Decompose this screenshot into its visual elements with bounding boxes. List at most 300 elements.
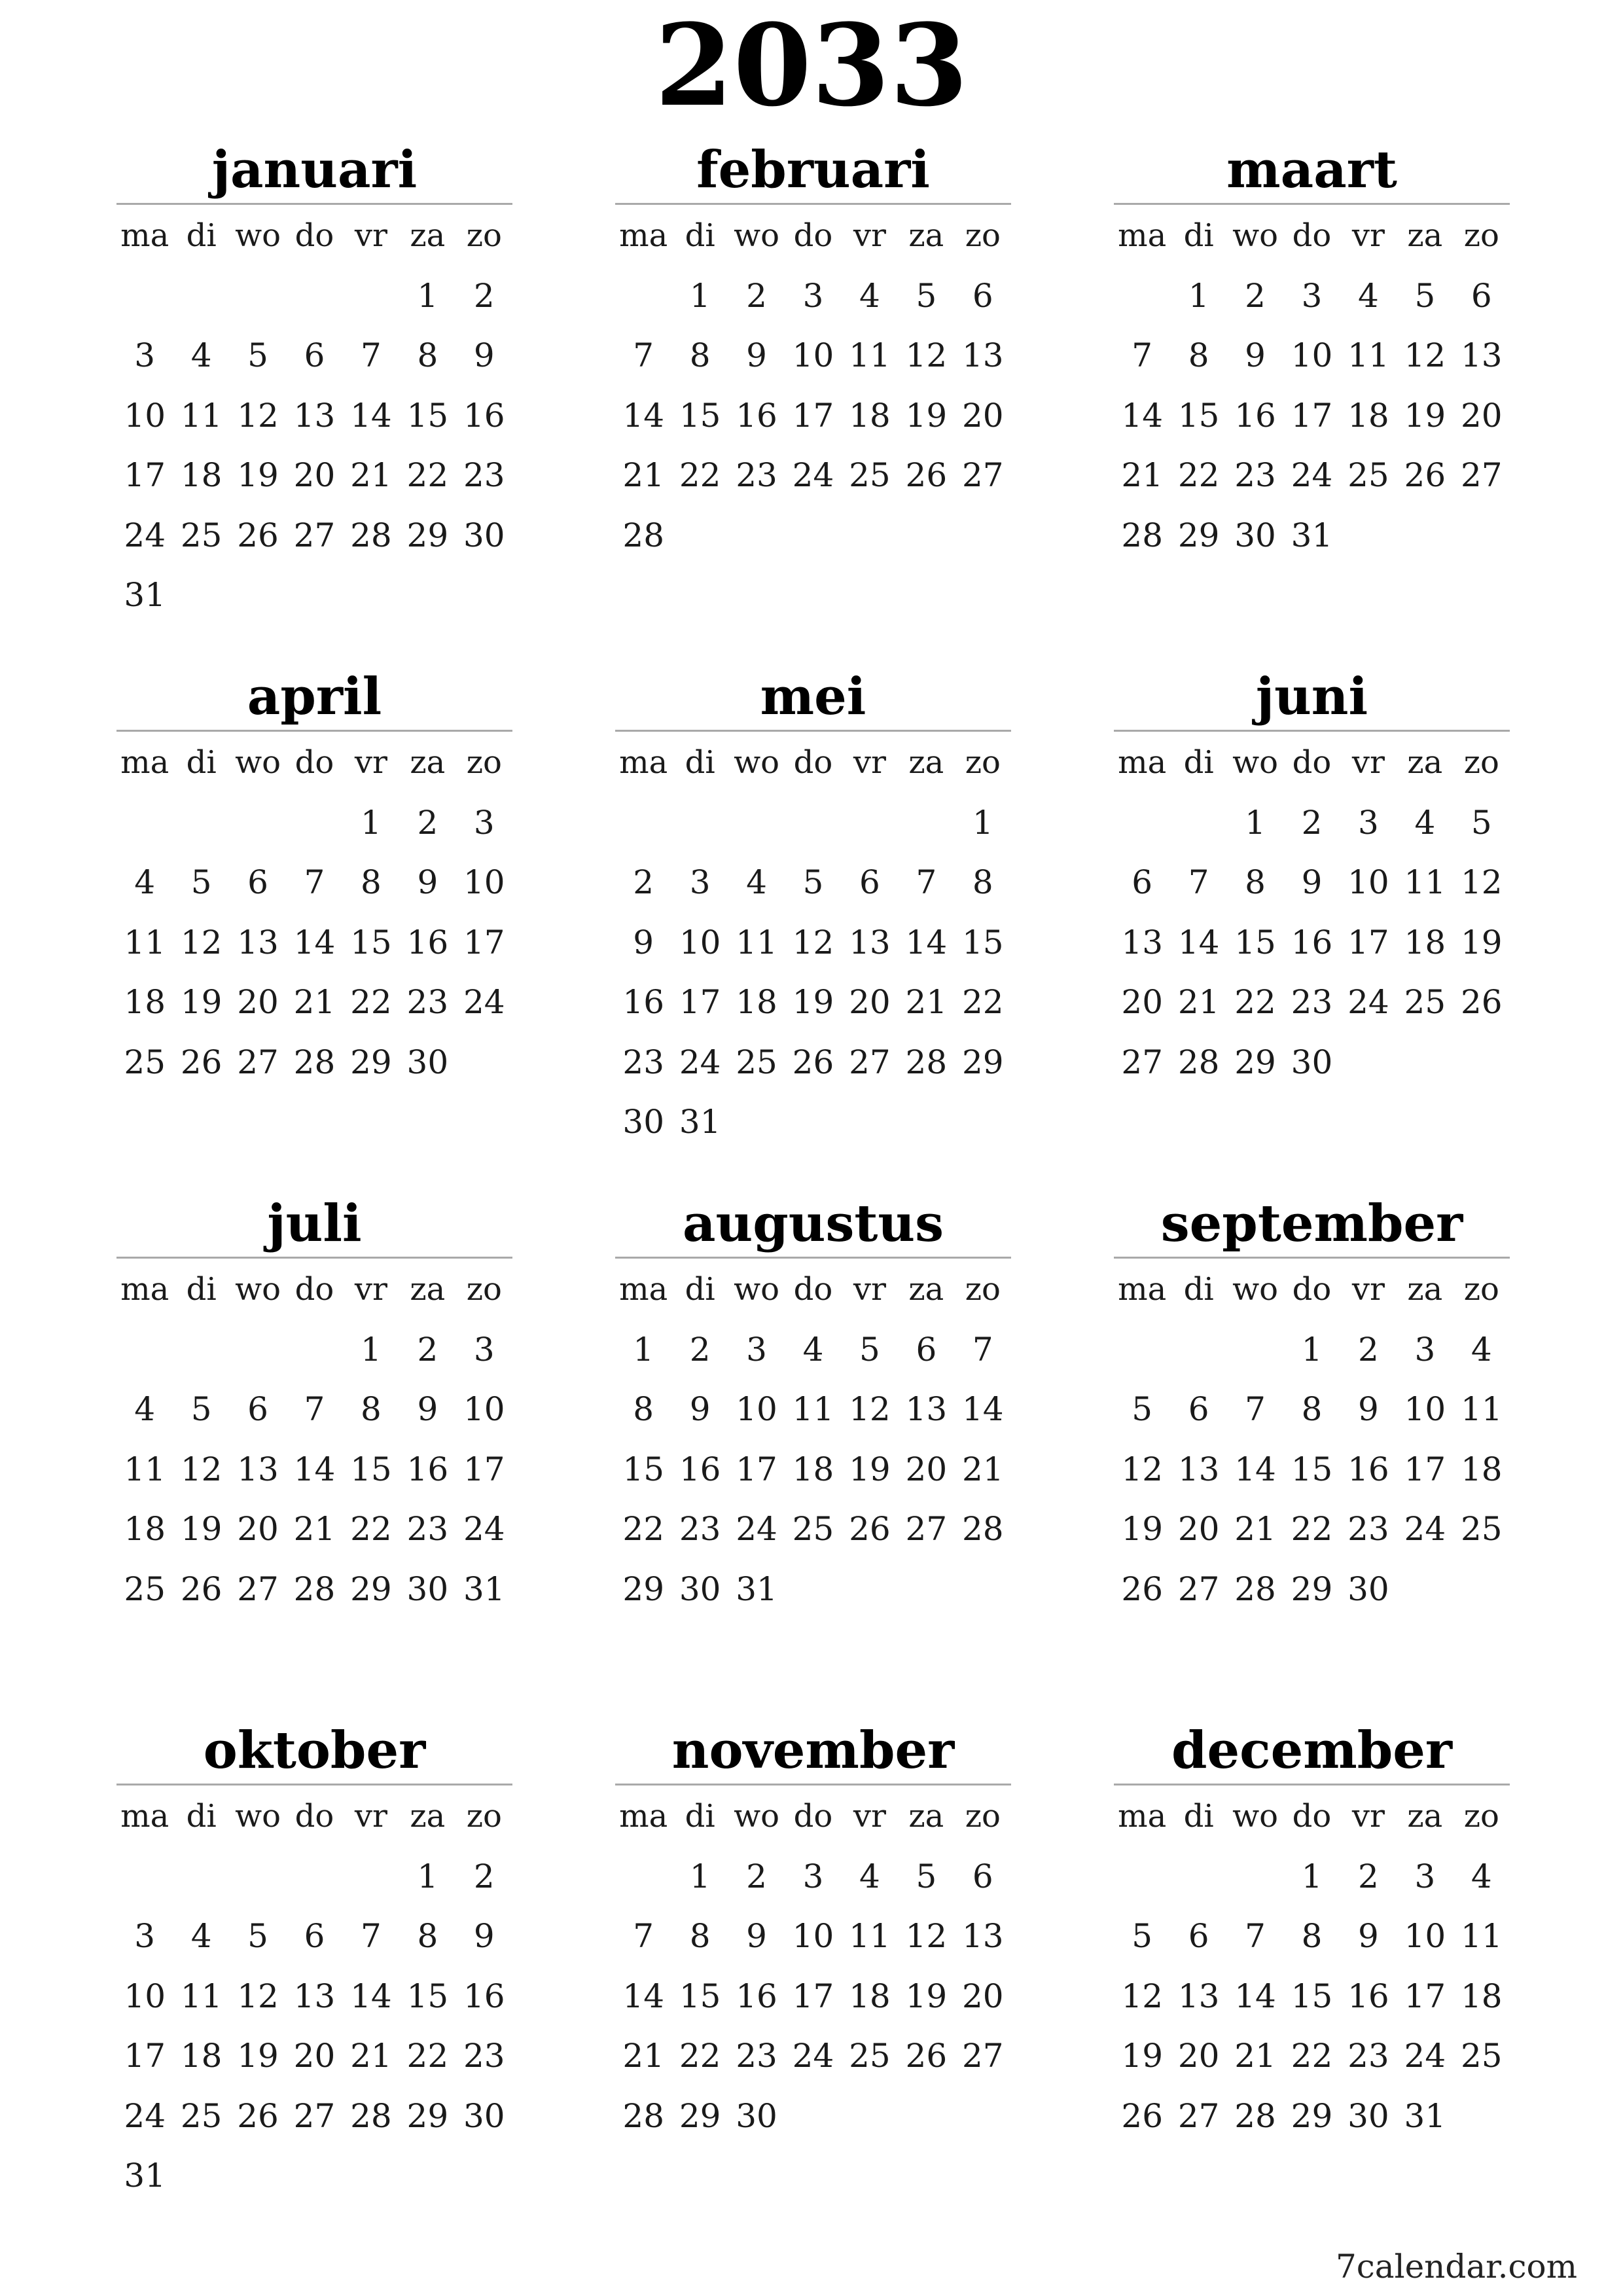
day-cell: 16: [1347, 1450, 1389, 1488]
weekday-label: di: [186, 217, 217, 254]
day-cell: 18: [1347, 396, 1389, 435]
day-cell: 13: [1460, 336, 1503, 374]
weekday-label: ma: [120, 744, 169, 781]
day-cell: 14: [293, 1450, 336, 1488]
day-cell: 10: [1404, 1917, 1446, 1955]
day-cell: 23: [463, 2037, 505, 2075]
day-cell: 11: [849, 1917, 891, 1955]
day-cell: 9: [417, 863, 438, 901]
day-cell: 30: [736, 2096, 777, 2135]
weekday-label: do: [793, 1798, 833, 1835]
day-cell: 5: [1132, 1390, 1153, 1428]
day-cell: 6: [304, 336, 325, 374]
day-cell: 1: [417, 276, 438, 315]
day-cell: 27: [849, 1043, 891, 1081]
day-cell: 25: [124, 1570, 166, 1608]
day-cell: 14: [350, 396, 392, 435]
weekday-label: wo: [734, 744, 780, 781]
day-cell: 3: [473, 1330, 495, 1369]
day-cell: 11: [180, 396, 223, 435]
month-oktober: [116, 1718, 512, 2195]
day-cell: 8: [689, 336, 711, 374]
weekday-label: zo: [466, 1271, 502, 1308]
day-cell: 6: [247, 1390, 268, 1428]
day-cell: 4: [1471, 1857, 1492, 1895]
day-cell: 11: [1460, 1917, 1503, 1955]
weekday-label: di: [685, 1798, 715, 1835]
day-cell: 23: [463, 456, 505, 494]
weekday-label: di: [1183, 1798, 1214, 1835]
day-cell: 3: [134, 1917, 156, 1955]
month-name: april: [247, 667, 382, 726]
day-cell: 22: [406, 2037, 449, 2075]
day-cell: 16: [1234, 396, 1276, 435]
day-cell: 22: [406, 456, 449, 494]
month-divider: [1114, 1257, 1510, 1259]
day-cell: 14: [293, 923, 336, 961]
day-cell: 4: [1414, 803, 1436, 842]
day-cell: 24: [1347, 983, 1389, 1021]
day-cell: 12: [1404, 336, 1446, 374]
weekday-label: wo: [734, 217, 780, 254]
day-cell: 28: [961, 1510, 1004, 1548]
day-cell: 27: [961, 2037, 1004, 2075]
weekday-label: vr: [853, 744, 886, 781]
day-cell: 10: [124, 1977, 166, 2015]
day-cell: 17: [1404, 1977, 1446, 2015]
day-cell: 28: [293, 1570, 336, 1608]
day-cell: 8: [1245, 863, 1266, 901]
day-cell: 29: [1177, 516, 1220, 554]
day-cell: 19: [1460, 923, 1503, 961]
weekday-label: di: [1183, 217, 1214, 254]
day-cell: 10: [463, 863, 505, 901]
day-cell: 15: [622, 1450, 665, 1488]
weekday-label: do: [1292, 1798, 1332, 1835]
day-cell: 14: [1121, 396, 1164, 435]
day-grid: [1114, 1260, 1510, 1619]
day-cell: 24: [463, 1510, 505, 1548]
day-cell: 2: [746, 276, 767, 315]
day-cell: 26: [905, 456, 948, 494]
month-name: maart: [1226, 140, 1397, 200]
day-cell: 15: [406, 396, 449, 435]
day-cell: 17: [1404, 1450, 1446, 1488]
day-cell: 14: [350, 1977, 392, 2015]
month-name: december: [1171, 1721, 1453, 1780]
day-cell: 4: [802, 1330, 824, 1369]
day-cell: 6: [972, 1857, 993, 1895]
day-cell: 29: [1291, 1570, 1333, 1608]
day-cell: 12: [905, 336, 948, 374]
day-cell: 4: [134, 1390, 156, 1428]
year-title: 2033: [654, 0, 969, 132]
day-cell: 29: [679, 2096, 721, 2135]
day-cell: 31: [679, 1103, 721, 1141]
day-cell: 1: [1301, 1857, 1323, 1895]
empty-cell: [785, 793, 841, 853]
day-cell: 5: [247, 1917, 268, 1955]
day-cell: 28: [1234, 2096, 1276, 2135]
day-cell: 1: [1188, 276, 1209, 315]
month-divider: [116, 1257, 512, 1259]
day-cell: 9: [1245, 336, 1266, 374]
day-cell: 30: [1234, 516, 1276, 554]
day-cell: 9: [689, 1390, 711, 1428]
day-cell: 3: [802, 1857, 824, 1895]
day-cell: 16: [463, 1977, 505, 2015]
day-cell: 13: [237, 923, 279, 961]
day-cell: 28: [350, 516, 392, 554]
day-cell: 11: [1347, 336, 1389, 374]
day-cell: 23: [679, 1510, 721, 1548]
day-cell: 24: [736, 1510, 777, 1548]
day-cell: 7: [304, 1390, 325, 1428]
day-cell: 27: [293, 2096, 336, 2135]
day-cell: 7: [1132, 336, 1153, 374]
empty-cell: [286, 266, 342, 327]
weekday-label: do: [793, 1271, 833, 1308]
day-cell: 16: [736, 396, 777, 435]
day-cell: 2: [417, 803, 438, 842]
day-cell: 17: [1291, 396, 1333, 435]
day-cell: 17: [792, 396, 834, 435]
day-cell: 29: [961, 1043, 1004, 1081]
day-cell: 26: [180, 1043, 223, 1081]
weekday-label: zo: [1463, 1798, 1499, 1835]
day-cell: 7: [633, 1917, 654, 1955]
day-cell: 4: [1471, 1330, 1492, 1369]
day-cell: 23: [1347, 2037, 1389, 2075]
day-cell: 9: [1301, 863, 1323, 901]
weekday-label: ma: [1118, 1271, 1167, 1308]
day-cell: 27: [293, 516, 336, 554]
empty-cell: [173, 1320, 229, 1380]
day-cell: 7: [1245, 1917, 1266, 1955]
day-cell: 19: [905, 396, 948, 435]
month-divider: [1114, 1784, 1510, 1785]
day-cell: 12: [180, 923, 223, 961]
day-cell: 25: [1404, 983, 1446, 1021]
day-cell: 12: [237, 396, 279, 435]
weekday-label: di: [1183, 744, 1214, 781]
day-cell: 12: [792, 923, 834, 961]
day-cell: 20: [1177, 1510, 1220, 1548]
day-cell: 11: [1404, 863, 1446, 901]
day-cell: 11: [849, 336, 891, 374]
day-cell: 8: [972, 863, 993, 901]
day-cell: 12: [1121, 1977, 1164, 2015]
month-name: mei: [760, 667, 866, 726]
day-grid: [116, 1787, 512, 2206]
day-cell: 23: [736, 2037, 777, 2075]
day-cell: 31: [124, 576, 166, 614]
day-cell: 10: [1291, 336, 1333, 374]
day-cell: 1: [633, 1330, 654, 1369]
day-cell: 31: [1291, 516, 1333, 554]
weekday-label: zo: [1463, 1271, 1499, 1308]
day-cell: 18: [180, 2037, 223, 2075]
day-cell: 26: [1404, 456, 1446, 494]
weekday-label: za: [1407, 1798, 1443, 1835]
day-cell: 28: [622, 516, 665, 554]
day-cell: 3: [1358, 803, 1379, 842]
day-cell: 26: [849, 1510, 891, 1548]
weekday-label: vr: [1351, 1271, 1385, 1308]
day-cell: 21: [1234, 1510, 1276, 1548]
weekday-label: vr: [354, 1271, 387, 1308]
day-cell: 19: [180, 1510, 223, 1548]
weekday-label: do: [1292, 1271, 1332, 1308]
weekday-label: za: [1407, 744, 1443, 781]
day-cell: 30: [463, 2096, 505, 2135]
day-cell: 14: [961, 1390, 1004, 1428]
weekday-label: zo: [965, 744, 1001, 781]
day-grid: [116, 1260, 512, 1619]
day-cell: 27: [237, 1043, 279, 1081]
empty-cell: [116, 1847, 173, 1907]
day-cell: 7: [916, 863, 937, 901]
month-name: februari: [696, 140, 930, 200]
day-cell: 18: [1460, 1450, 1503, 1488]
day-cell: 20: [237, 1510, 279, 1548]
day-cell: 13: [1177, 1977, 1220, 2015]
day-cell: 17: [463, 923, 505, 961]
day-cell: 2: [1245, 276, 1266, 315]
day-cell: 18: [849, 396, 891, 435]
weekday-label: di: [186, 1271, 217, 1308]
day-cell: 10: [792, 1917, 834, 1955]
day-cell: 31: [124, 2157, 166, 2195]
day-cell: 9: [746, 336, 767, 374]
day-cell: 22: [622, 1510, 665, 1548]
day-cell: 16: [1291, 923, 1333, 961]
day-cell: 29: [622, 1570, 665, 1608]
weekday-label: vr: [354, 744, 387, 781]
day-cell: 7: [633, 336, 654, 374]
empty-cell: [1227, 1847, 1283, 1907]
day-grid: [615, 733, 1011, 1153]
day-cell: 10: [463, 1390, 505, 1428]
day-cell: 13: [237, 1450, 279, 1488]
day-cell: 23: [406, 1510, 449, 1548]
weekday-label: ma: [120, 1798, 169, 1835]
day-cell: 20: [905, 1450, 948, 1488]
day-cell: 7: [304, 863, 325, 901]
day-cell: 29: [406, 516, 449, 554]
day-cell: 7: [1188, 863, 1209, 901]
day-cell: 9: [1358, 1917, 1379, 1955]
day-cell: 13: [293, 1977, 336, 2015]
day-grid: [615, 1260, 1011, 1619]
empty-cell: [615, 1847, 671, 1907]
weekday-label: wo: [235, 217, 281, 254]
day-cell: 17: [463, 1450, 505, 1488]
day-cell: 1: [1301, 1330, 1323, 1369]
day-cell: 9: [633, 923, 654, 961]
day-cell: 15: [961, 923, 1004, 961]
day-cell: 30: [463, 516, 505, 554]
day-grid: [1114, 1787, 1510, 2146]
day-cell: 7: [361, 1917, 382, 1955]
day-cell: 12: [180, 1450, 223, 1488]
day-grid: [615, 206, 1011, 565]
month-name: augustus: [682, 1194, 944, 1253]
day-cell: 1: [1245, 803, 1266, 842]
day-cell: 6: [1188, 1917, 1209, 1955]
day-cell: 19: [1121, 2037, 1164, 2075]
empty-cell: [671, 793, 728, 853]
weekday-label: wo: [235, 1271, 281, 1308]
day-cell: 3: [746, 1330, 767, 1369]
day-cell: 21: [961, 1450, 1004, 1488]
day-cell: 5: [1414, 276, 1436, 315]
day-cell: 24: [1404, 1510, 1446, 1548]
empty-cell: [116, 1320, 173, 1380]
day-cell: 25: [180, 516, 223, 554]
weekday-label: za: [410, 744, 446, 781]
day-cell: 22: [1234, 983, 1276, 1021]
day-cell: 3: [1414, 1857, 1436, 1895]
day-cell: 2: [633, 863, 654, 901]
weekday-label: do: [294, 1798, 334, 1835]
day-cell: 26: [792, 1043, 834, 1081]
day-cell: 20: [961, 1977, 1004, 2015]
day-cell: 30: [622, 1103, 665, 1141]
empty-cell: [286, 1847, 342, 1907]
weekday-label: zo: [1463, 744, 1499, 781]
weekday-label: wo: [235, 1798, 281, 1835]
day-cell: 4: [190, 336, 212, 374]
site-link[interactable]: 7calendar.com: [1335, 2248, 1577, 2286]
day-cell: 28: [1121, 516, 1164, 554]
day-cell: 3: [689, 863, 711, 901]
day-cell: 30: [406, 1570, 449, 1608]
weekday-label: di: [186, 1798, 217, 1835]
day-cell: 9: [746, 1917, 767, 1955]
day-cell: 21: [350, 2037, 392, 2075]
day-cell: 11: [124, 923, 166, 961]
day-cell: 27: [905, 1510, 948, 1548]
day-cell: 8: [417, 336, 438, 374]
empty-cell: [615, 266, 671, 327]
month-divider: [615, 1257, 1011, 1259]
month-divider: [615, 1784, 1011, 1785]
weekday-label: vr: [354, 1798, 387, 1835]
day-cell: 16: [1347, 1977, 1389, 2015]
day-cell: 5: [190, 1390, 212, 1428]
weekday-label: zo: [1463, 217, 1499, 254]
day-cell: 20: [237, 983, 279, 1021]
day-cell: 17: [1347, 923, 1389, 961]
weekday-label: wo: [1232, 1271, 1279, 1308]
month-januari: [116, 137, 512, 614]
day-cell: 20: [1460, 396, 1503, 435]
weekday-label: ma: [1118, 744, 1167, 781]
month-december: [1114, 1718, 1510, 2176]
empty-cell: [286, 793, 342, 853]
empty-cell: [230, 1320, 286, 1380]
day-cell: 13: [293, 396, 336, 435]
day-cell: 24: [463, 983, 505, 1021]
day-cell: 17: [736, 1450, 777, 1488]
day-grid: [1114, 733, 1510, 1092]
day-cell: 24: [124, 2096, 166, 2135]
day-cell: 25: [736, 1043, 777, 1081]
month-augustus: [615, 1191, 1011, 1649]
day-cell: 4: [1358, 276, 1379, 315]
day-cell: 12: [1121, 1450, 1164, 1488]
day-cell: 2: [473, 1857, 495, 1895]
day-cell: 21: [622, 456, 665, 494]
weekday-label: vr: [354, 217, 387, 254]
weekday-label: za: [410, 1798, 446, 1835]
day-cell: 27: [961, 456, 1004, 494]
empty-cell: [1227, 1320, 1283, 1380]
day-cell: 8: [633, 1390, 654, 1428]
day-cell: 30: [1291, 1043, 1333, 1081]
day-cell: 10: [124, 396, 166, 435]
day-cell: 24: [1404, 2037, 1446, 2075]
weekday-label: ma: [1118, 217, 1167, 254]
empty-cell: [230, 793, 286, 853]
weekday-label: za: [410, 217, 446, 254]
day-cell: 5: [802, 863, 824, 901]
day-cell: 16: [406, 923, 449, 961]
day-cell: 26: [905, 2037, 948, 2075]
weekday-label: ma: [619, 1798, 668, 1835]
day-cell: 28: [905, 1043, 948, 1081]
day-cell: 4: [190, 1917, 212, 1955]
day-cell: 17: [792, 1977, 834, 2015]
day-cell: 14: [622, 1977, 665, 2015]
day-cell: 22: [679, 456, 721, 494]
day-cell: 4: [859, 276, 880, 315]
day-cell: 3: [802, 276, 824, 315]
day-cell: 26: [1121, 2096, 1164, 2135]
month-divider: [615, 203, 1011, 205]
month-name: juni: [1255, 667, 1368, 726]
day-cell: 9: [473, 336, 495, 374]
weekday-label: wo: [1232, 217, 1279, 254]
day-cell: 25: [792, 1510, 834, 1548]
day-cell: 18: [792, 1450, 834, 1488]
day-cell: 3: [1414, 1330, 1436, 1369]
day-cell: 29: [406, 2096, 449, 2135]
day-cell: 28: [622, 2096, 665, 2135]
day-cell: 17: [679, 983, 721, 1021]
day-cell: 6: [972, 276, 993, 315]
weekday-label: do: [294, 217, 334, 254]
month-name: september: [1160, 1194, 1463, 1253]
day-cell: 16: [736, 1977, 777, 2015]
day-cell: 1: [689, 276, 711, 315]
empty-cell: [343, 266, 399, 327]
month-divider: [1114, 203, 1510, 205]
day-cell: 11: [792, 1390, 834, 1428]
day-cell: 29: [350, 1043, 392, 1081]
day-cell: 23: [736, 456, 777, 494]
day-cell: 20: [293, 456, 336, 494]
day-cell: 15: [350, 1450, 392, 1488]
day-cell: 20: [961, 396, 1004, 435]
day-cell: 14: [1234, 1977, 1276, 2015]
weekday-label: vr: [1351, 744, 1385, 781]
day-cell: 28: [350, 2096, 392, 2135]
day-cell: 5: [1471, 803, 1492, 842]
day-cell: 2: [1301, 803, 1323, 842]
day-cell: 9: [1358, 1390, 1379, 1428]
